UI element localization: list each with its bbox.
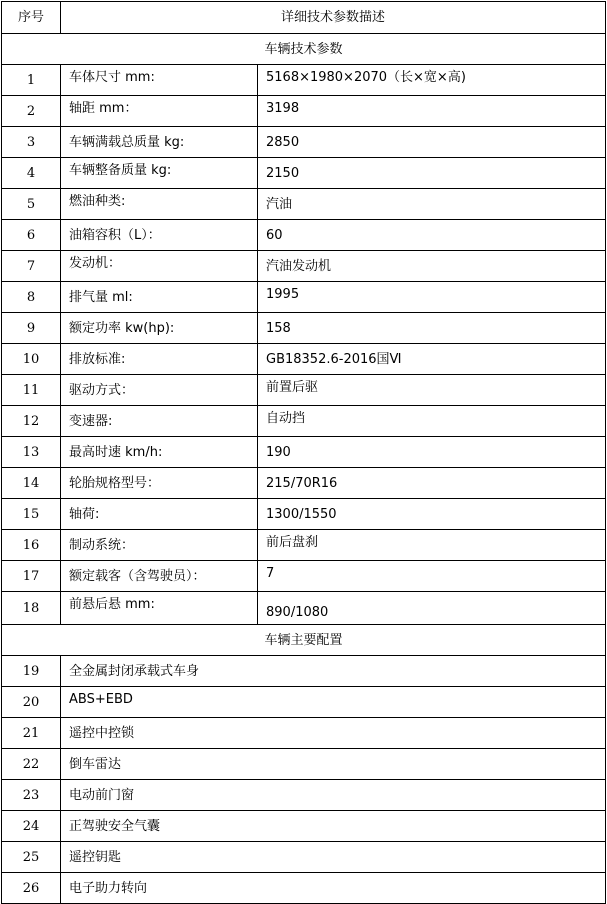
param-name: 轴距 mm： [61,96,258,127]
header-row [2,2,606,34]
table-row [2,468,606,499]
row-num: 23 [2,780,61,811]
param-value: 汽油发动机 [258,251,606,282]
row-num: 2 [2,96,61,127]
param-value: 前后盘刹 [258,530,606,561]
config-item: 遥控中控锁 [61,718,606,749]
param-value: 前置后驱 [258,375,606,406]
row-num: 24 [2,811,61,842]
param-value: 2150 [258,158,606,189]
row-num: 20 [2,687,61,718]
param-name: 排放标准: [61,344,258,375]
table-row [2,65,606,96]
table-row [2,127,606,158]
table-row [2,842,606,873]
table-row [2,592,606,625]
row-num: 9 [2,313,61,344]
param-name: 制动系统： [61,530,258,561]
table-row [2,561,606,592]
param-name: 额定载客（含驾驶员）： [61,561,258,592]
param-value: 7 [258,561,606,592]
row-num: 21 [2,718,61,749]
row-num: 18 [2,592,61,625]
config-item: 正驾驶安全气囊 [61,811,606,842]
config-item: 电子助力转向 [61,873,606,904]
param-name: 额定功率 kw(hp): [61,313,258,344]
param-value: 5168×1980×2070（长×宽×高) [258,65,606,96]
table-row [2,780,606,811]
row-num: 3 [2,127,61,158]
param-name: 排气量 ml: [61,282,258,313]
row-num: 25 [2,842,61,873]
row-num: 15 [2,499,61,530]
table-row [2,656,606,687]
param-name: 油箱容积（L）： [61,220,258,251]
section-row-params [2,34,606,65]
param-value: 汽油 [258,189,606,220]
section-title-params: 车辆技术参数 [2,34,606,65]
row-num: 7 [2,251,61,282]
row-num: 1 [2,65,61,96]
param-name: 轴荷: [61,499,258,530]
param-value: 自动挡 [258,406,606,437]
row-num: 14 [2,468,61,499]
row-num: 12 [2,406,61,437]
row-num: 6 [2,220,61,251]
table-row [2,718,606,749]
row-num: 11 [2,375,61,406]
row-num: 4 [2,158,61,189]
config-item: 全金属封闭承载式车身 [61,656,606,687]
table-row [2,158,606,189]
param-name: 驱动方式： [61,375,258,406]
param-name: 车辆整备质量 kg: [61,158,258,189]
param-name: 车辆满载总质量 kg: [61,127,258,158]
spec-table [1,1,606,904]
param-value: 158 [258,313,606,344]
param-value: 60 [258,220,606,251]
section-title-config: 车辆主要配置 [2,625,606,656]
table-row [2,499,606,530]
table-row [2,251,606,282]
row-num: 16 [2,530,61,561]
param-name: 发动机： [61,251,258,282]
table-row [2,375,606,406]
param-value: 215/70R16 [258,468,606,499]
row-num: 8 [2,282,61,313]
table-row [2,344,606,375]
row-num: 26 [2,873,61,904]
param-value: 3198 [258,96,606,127]
header-desc: 详细技术参数描述 [61,2,606,34]
config-item: 电动前门窗 [61,780,606,811]
table-row [2,437,606,468]
row-num: 5 [2,189,61,220]
table-row [2,282,606,313]
param-name: 最高时速 km/h: [61,437,258,468]
param-name: 车体尺寸 mm: [61,65,258,96]
table-row [2,530,606,561]
table-row [2,220,606,251]
row-num: 19 [2,656,61,687]
param-name: 轮胎规格型号： [61,468,258,499]
param-name: 前悬后悬 mm: [61,592,258,625]
table-row [2,189,606,220]
param-value: 890/1080 [258,592,606,625]
param-value: 190 [258,437,606,468]
table-row [2,873,606,904]
config-item: 遥控钥匙 [61,842,606,873]
config-item: ABS+EBD [61,687,606,718]
param-value: 1300/1550 [258,499,606,530]
param-name: 燃油种类: [61,189,258,220]
table-row [2,811,606,842]
table-row [2,96,606,127]
row-num: 17 [2,561,61,592]
section-row-config [2,625,606,656]
table-row [2,406,606,437]
row-num: 13 [2,437,61,468]
table-row [2,313,606,344]
row-num: 10 [2,344,61,375]
config-item: 倒车雷达 [61,749,606,780]
param-value: 2850 [258,127,606,158]
param-value: GB18352.6-2016国Ⅵ [258,344,606,375]
param-value: 1995 [258,282,606,313]
table-row [2,749,606,780]
table-row [2,687,606,718]
header-num: 序号 [2,2,61,34]
param-name: 变速器: [61,406,258,437]
row-num: 22 [2,749,61,780]
